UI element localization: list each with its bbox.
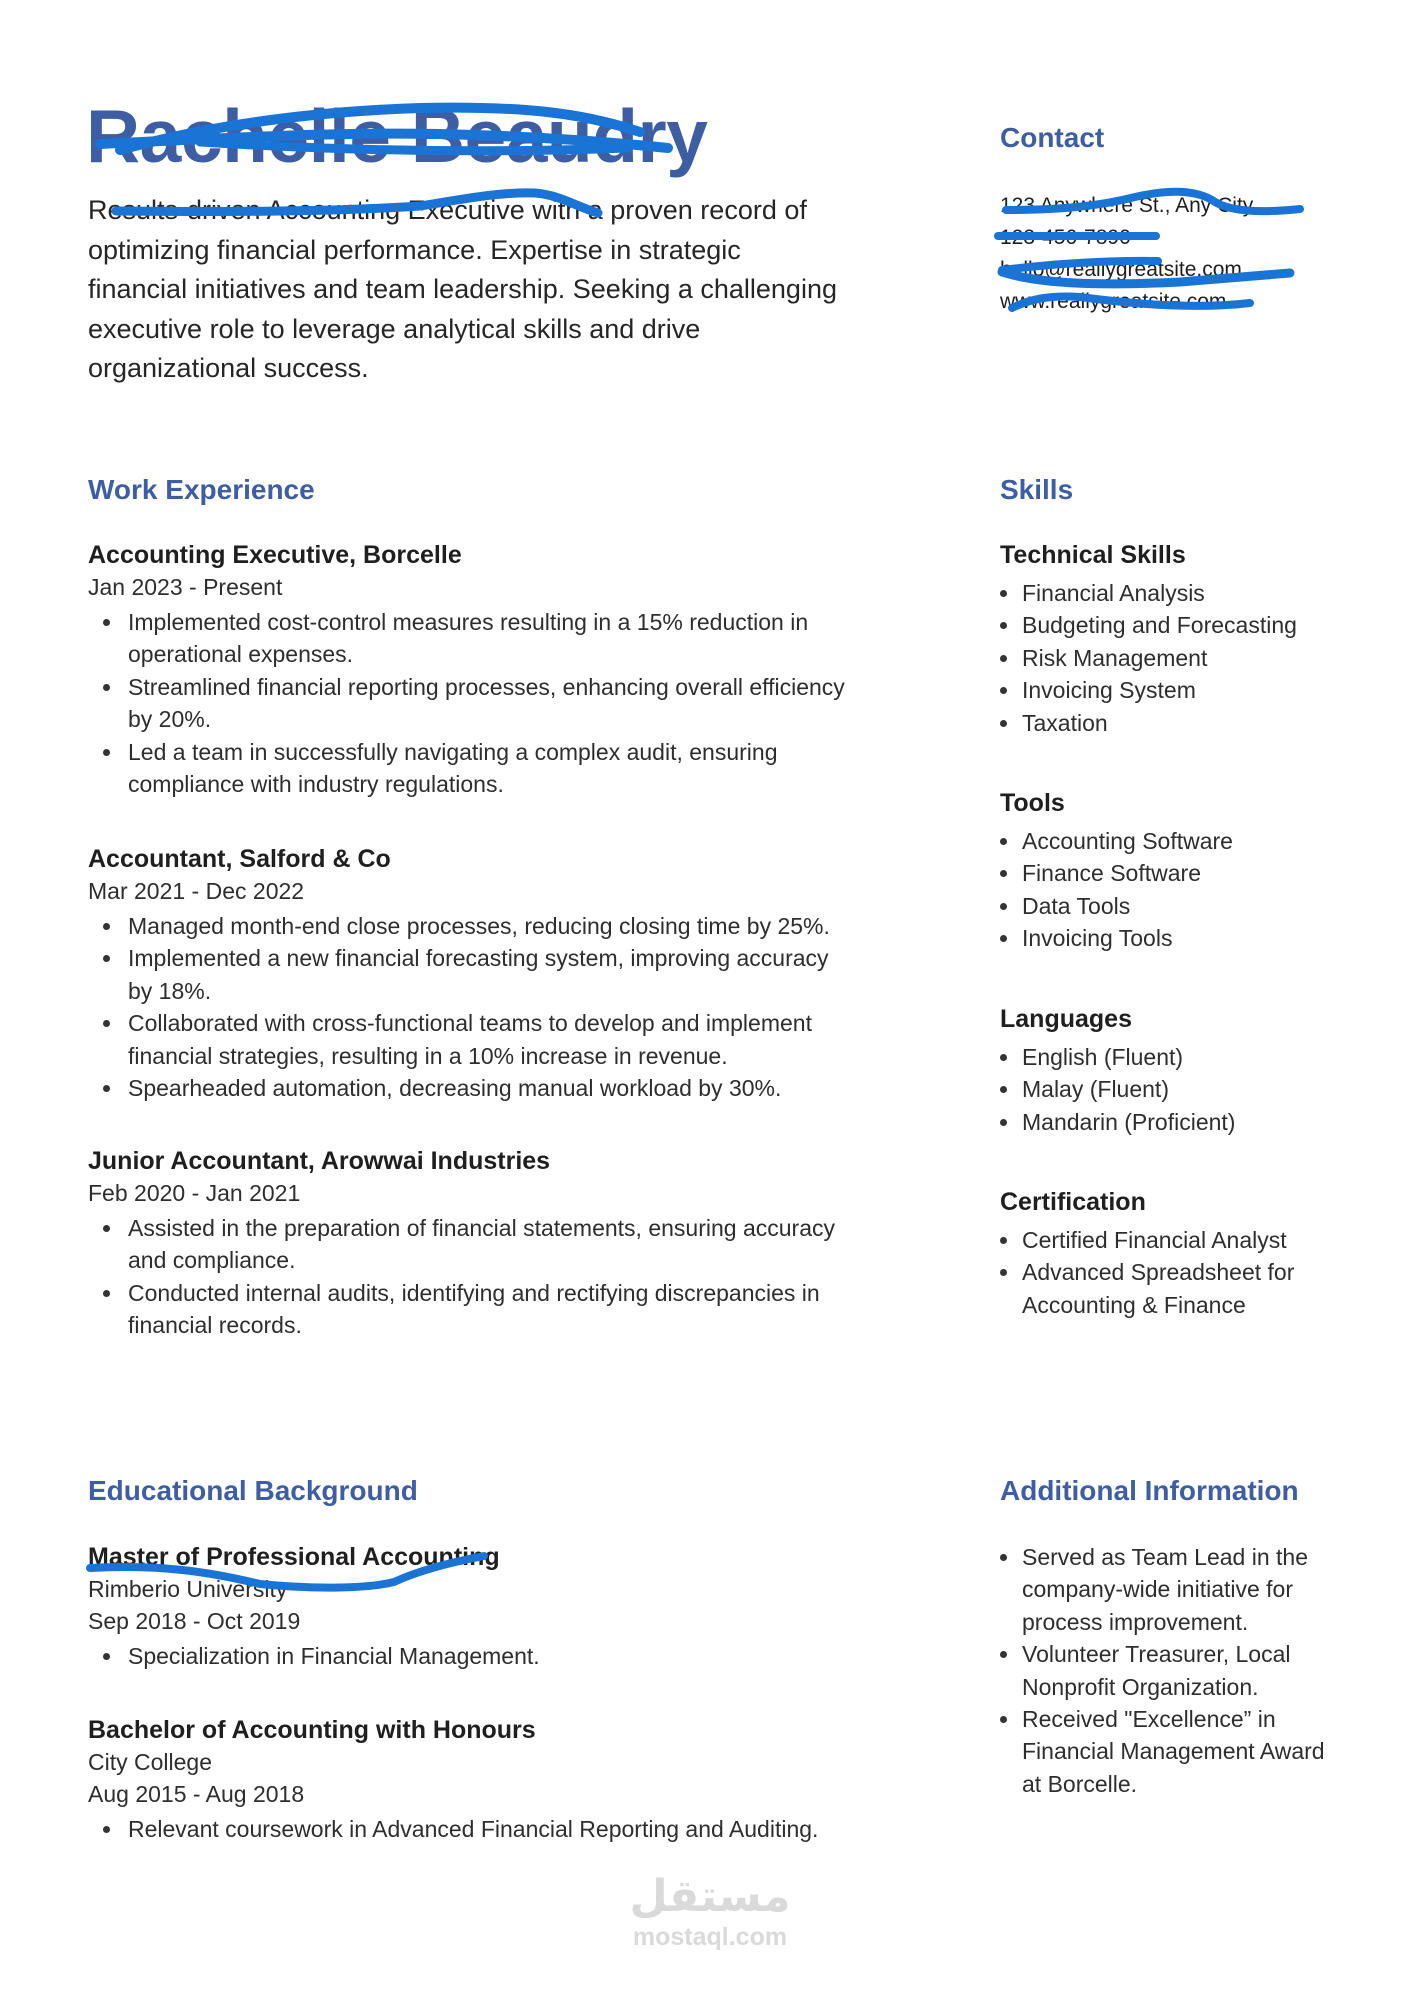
bullet-line: Streamlined financial reporting processes, enhancing overall efficiency bbox=[128, 673, 845, 700]
skill-label: Invoicing System bbox=[1022, 677, 1196, 704]
bullet-icon bbox=[1000, 838, 1007, 845]
additional-item bbox=[1000, 1638, 1325, 1703]
bullet-icon bbox=[103, 955, 110, 962]
bullet-icon bbox=[1000, 1086, 1007, 1093]
bullet-icon bbox=[1000, 655, 1007, 662]
additional-line: Received "Excellence” in bbox=[1022, 1706, 1276, 1733]
technical-skills-list bbox=[1000, 577, 1297, 739]
skill-item bbox=[1000, 674, 1297, 706]
language-label: Mandarin (Proficient) bbox=[1022, 1108, 1236, 1135]
bullet-line: financial strategies, resulting in a 10% increase in revenue. bbox=[128, 1042, 728, 1069]
education-bullet bbox=[88, 1813, 818, 1845]
technical-skills-heading: Technical Skills bbox=[1000, 541, 1186, 569]
tool-label: Finance Software bbox=[1022, 860, 1201, 887]
bullet-line: compliance with industry regulations. bbox=[128, 771, 504, 798]
language-item bbox=[1000, 1073, 1235, 1105]
bullet-icon bbox=[1000, 935, 1007, 942]
bullet-icon bbox=[1000, 590, 1007, 597]
bullet-icon bbox=[103, 1225, 110, 1232]
watermark-latin: mostaql.com bbox=[632, 1923, 788, 1951]
technical-skills-group bbox=[1000, 539, 1297, 739]
bullet-icon bbox=[1000, 870, 1007, 877]
education-entry bbox=[88, 1714, 818, 1845]
bullet-icon bbox=[103, 1653, 110, 1660]
bullet-line: operational expenses. bbox=[128, 641, 354, 668]
job-bullet bbox=[88, 942, 830, 1007]
additional-line: company-wide initiative for bbox=[1022, 1576, 1294, 1603]
bullet-icon bbox=[1000, 622, 1007, 629]
bullet-line: Managed month-end close processes, reducing closing time by 25%. bbox=[128, 913, 830, 939]
bullet-icon bbox=[1000, 720, 1007, 727]
language-item bbox=[1000, 1041, 1235, 1073]
bullet-line: Led a team in successfully navigating a complex audit, ensuring bbox=[128, 738, 778, 765]
job-title: Junior Accountant, Arowwai Industries bbox=[88, 1147, 551, 1175]
additional-info-heading: Additional Information bbox=[1000, 1475, 1299, 1506]
bullet-line: and compliance. bbox=[128, 1247, 296, 1274]
summary-line: organizational success. bbox=[88, 353, 369, 383]
languages-group bbox=[1000, 1003, 1235, 1138]
job-bullet bbox=[88, 1277, 835, 1342]
skill-label: Taxation bbox=[1022, 709, 1108, 736]
additional-item bbox=[1000, 1703, 1325, 1800]
bullet-icon bbox=[103, 619, 110, 626]
tool-label: Data Tools bbox=[1022, 892, 1131, 919]
bullet-icon bbox=[103, 684, 110, 691]
tool-item bbox=[1000, 890, 1233, 922]
additional-item bbox=[1000, 1541, 1325, 1638]
bullet-line: Relevant coursework in Advanced Financial Reporting and Auditing. bbox=[128, 1816, 819, 1842]
bullet-line: Implemented a new financial forecasting system, improving accuracy bbox=[128, 945, 829, 972]
contact-phone: 123-456-7890 bbox=[1000, 226, 1131, 249]
job-dates: Feb 2020 - Jan 2021 bbox=[88, 1180, 301, 1206]
bullet-icon bbox=[1000, 1237, 1007, 1244]
tool-item bbox=[1000, 825, 1233, 857]
tool-label: Invoicing Tools bbox=[1022, 925, 1173, 952]
education-entry bbox=[88, 1541, 540, 1672]
bullet-icon bbox=[103, 1826, 110, 1833]
job-bullet bbox=[88, 1007, 830, 1072]
certification-list bbox=[1000, 1224, 1294, 1321]
bullet-line: Assisted in the preparation of financial statements, ensuring accuracy bbox=[128, 1215, 835, 1241]
degree-title: Bachelor of Accounting with Honours bbox=[88, 1716, 536, 1744]
mostaql-watermark bbox=[610, 1872, 810, 1952]
summary-line: executive role to leverage analytical skills and drive bbox=[88, 313, 701, 344]
bullet-icon bbox=[1000, 903, 1007, 910]
candidate-name: Rachelle Beaudry bbox=[86, 94, 708, 178]
summary-line: financial initiatives and team leadership. Seeking a challenging bbox=[88, 274, 837, 304]
certification-line: Certified Financial Analyst bbox=[1022, 1227, 1287, 1253]
job-entry bbox=[88, 843, 830, 1104]
bullet-line: Conducted internal audits, identifying and rectifying discrepancies in bbox=[128, 1279, 820, 1306]
language-label: Malay (Fluent) bbox=[1022, 1076, 1169, 1103]
skill-item bbox=[1000, 577, 1297, 609]
bullet-icon bbox=[103, 1290, 110, 1297]
job-bullet bbox=[88, 606, 845, 671]
summary-line: Results-driven Accounting Executive with a proven record of bbox=[88, 195, 807, 225]
contact-details bbox=[1000, 190, 1253, 318]
additional-line: Financial Management Award bbox=[1022, 1738, 1325, 1765]
job-entry bbox=[88, 539, 845, 800]
education-dates: Aug 2015 - Aug 2018 bbox=[88, 1781, 305, 1807]
job-bullet bbox=[88, 1072, 830, 1104]
bullet-icon bbox=[1000, 1651, 1007, 1658]
watermark-arabic: مستقل bbox=[629, 1871, 791, 1922]
school-name: Rimberio University bbox=[88, 1576, 288, 1602]
job-bullet-list bbox=[88, 1212, 835, 1342]
education-bullet-list bbox=[88, 1640, 540, 1672]
bullet-icon bbox=[1000, 1716, 1007, 1723]
education-bullet bbox=[88, 1640, 540, 1672]
bullet-icon bbox=[1000, 1054, 1007, 1061]
language-item bbox=[1000, 1106, 1235, 1138]
bullet-line: Collaborated with cross-functional teams to develop and implement bbox=[128, 1010, 812, 1037]
job-title: Accountant, Salford & Co bbox=[88, 845, 391, 873]
contact-email: hello@reallygreatsite.com bbox=[1000, 258, 1242, 281]
tools-heading: Tools bbox=[1000, 789, 1065, 817]
bullet-line: by 20%. bbox=[128, 706, 212, 733]
languages-heading: Languages bbox=[1000, 1005, 1132, 1033]
skill-item bbox=[1000, 642, 1297, 674]
skill-item bbox=[1000, 609, 1297, 641]
certification-line: Accounting & Finance bbox=[1022, 1291, 1246, 1318]
bullet-line: Implemented cost-control measures resulting in a 15% reduction in bbox=[128, 609, 809, 635]
bullet-line: Specialization in Financial Management. bbox=[128, 1643, 540, 1669]
additional-line: Served as Team Lead in the bbox=[1022, 1544, 1308, 1570]
job-bullet bbox=[88, 671, 845, 736]
tool-label: Accounting Software bbox=[1022, 828, 1233, 854]
work-experience-heading: Work Experience bbox=[88, 474, 315, 505]
profile-summary bbox=[88, 191, 837, 389]
job-entry bbox=[88, 1145, 835, 1342]
contact-heading: Contact bbox=[1000, 122, 1105, 153]
skill-label: Risk Management bbox=[1022, 644, 1208, 671]
job-bullet bbox=[88, 736, 845, 801]
tools-list bbox=[1000, 825, 1233, 955]
skill-label: Budgeting and Forecasting bbox=[1022, 612, 1297, 639]
bullet-line: Spearheaded automation, decreasing manual workload by 30%. bbox=[128, 1075, 782, 1102]
bullet-icon bbox=[1000, 687, 1007, 694]
job-bullet bbox=[88, 1212, 835, 1277]
education-bullet-list bbox=[88, 1813, 818, 1845]
certification-heading: Certification bbox=[1000, 1188, 1146, 1216]
contact-address: 123 Anywhere St., Any City bbox=[1000, 194, 1254, 217]
school-name: City College bbox=[88, 1749, 212, 1775]
additional-line: process improvement. bbox=[1022, 1608, 1249, 1635]
bullet-icon bbox=[103, 749, 110, 756]
skill-item bbox=[1000, 707, 1297, 739]
certification-item bbox=[1000, 1256, 1294, 1321]
job-bullet bbox=[88, 910, 830, 942]
bullet-line: by 18%. bbox=[128, 977, 212, 1004]
certification-line: Advanced Spreadsheet for bbox=[1022, 1259, 1295, 1286]
languages-list bbox=[1000, 1041, 1235, 1138]
bullet-icon bbox=[1000, 1119, 1007, 1126]
skills-heading: Skills bbox=[1000, 474, 1074, 505]
bullet-icon bbox=[103, 923, 110, 930]
bullet-icon bbox=[103, 1085, 110, 1092]
job-dates: Mar 2021 - Dec 2022 bbox=[88, 878, 305, 904]
degree-title: Master of Professional Accounting bbox=[88, 1543, 500, 1571]
tools-group bbox=[1000, 787, 1233, 955]
additional-info-list bbox=[1000, 1541, 1325, 1800]
job-title: Accounting Executive, Borcelle bbox=[88, 541, 462, 569]
job-dates: Jan 2023 - Present bbox=[88, 574, 283, 600]
job-bullet-list bbox=[88, 606, 845, 800]
contact-website: www.reallygreatsite.com bbox=[1000, 290, 1227, 313]
bullet-icon bbox=[1000, 1554, 1007, 1561]
summary-line: optimizing financial performance. Expertise in strategic bbox=[88, 234, 741, 265]
education-dates: Sep 2018 - Oct 2019 bbox=[88, 1608, 301, 1634]
additional-line: Nonprofit Organization. bbox=[1022, 1673, 1259, 1700]
tool-item bbox=[1000, 922, 1233, 954]
bullet-line: financial records. bbox=[128, 1312, 302, 1339]
education-heading: Educational Background bbox=[88, 1475, 418, 1506]
bullet-icon bbox=[1000, 1269, 1007, 1276]
additional-line: at Borcelle. bbox=[1022, 1770, 1138, 1797]
language-label: English (Fluent) bbox=[1022, 1044, 1184, 1070]
additional-line: Volunteer Treasurer, Local bbox=[1022, 1641, 1291, 1668]
job-bullet-list bbox=[88, 910, 830, 1104]
certification-item bbox=[1000, 1224, 1294, 1256]
skill-label: Financial Analysis bbox=[1022, 580, 1205, 606]
bullet-icon bbox=[103, 1020, 110, 1027]
certification-group bbox=[1000, 1186, 1294, 1321]
tool-item bbox=[1000, 857, 1233, 889]
